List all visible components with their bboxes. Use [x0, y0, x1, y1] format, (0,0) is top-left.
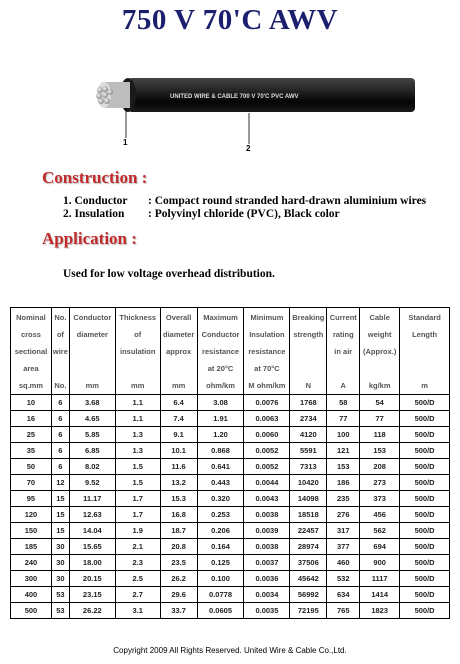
table-cell: 460: [327, 555, 360, 571]
table-cell: 1768: [290, 395, 327, 411]
table-cell: 500/D: [400, 603, 450, 619]
table-cell: 235: [327, 491, 360, 507]
table-cell: 15.65: [69, 539, 115, 555]
table-cell: 6: [51, 443, 69, 459]
table-header-line: [400, 360, 449, 377]
table-cell: 0.0063: [244, 411, 290, 427]
table-header-line: diameter: [76, 330, 108, 339]
table-cell: 2734: [290, 411, 327, 427]
table-cell: 58: [327, 395, 360, 411]
table-header-line: diameter: [162, 330, 195, 339]
table-cell: 6.4: [160, 395, 197, 411]
table-cell: 0.253: [197, 507, 244, 523]
table-cell: 37506: [290, 555, 327, 571]
table-cell: 1.5: [115, 459, 160, 475]
table-cell: 1117: [360, 571, 400, 587]
table-cell: 1.1: [115, 411, 160, 427]
table-cell: 1.91: [197, 411, 244, 427]
table-cell: 26.22: [69, 603, 115, 619]
table-cell: 4.65: [69, 411, 115, 427]
table-cell: 100: [327, 427, 360, 443]
table-cell: 208: [360, 459, 400, 475]
table-header-line: Current: [329, 313, 357, 322]
table-header-line: [327, 360, 359, 377]
table-header-cell: [400, 308, 450, 395]
table-row: [11, 475, 450, 491]
table-header-line: No.: [54, 313, 67, 322]
table-cell: 500/D: [400, 443, 450, 459]
table-cell: 30: [51, 539, 69, 555]
table-cell: 0.0044: [244, 475, 290, 491]
table-cell: 0.0052: [244, 443, 290, 459]
table-header-cell: [69, 308, 115, 395]
table-cell: 1.1: [115, 395, 160, 411]
table-header-line: m: [421, 381, 428, 390]
table-header-line: at 20°C: [207, 364, 234, 373]
table-header-line: area: [23, 364, 39, 373]
table-cell: 1.3: [115, 443, 160, 459]
table-header-line: of: [56, 330, 64, 339]
table-header-line: Thickness: [119, 313, 157, 322]
table-cell: 500/D: [400, 555, 450, 571]
table-cell: 2.7: [115, 587, 160, 603]
table-header-line: [52, 360, 69, 377]
table-cell: 0.641: [197, 459, 244, 475]
table-cell: 0.0052: [244, 459, 290, 475]
table-cell: 2.5: [115, 571, 160, 587]
table-header-row: [11, 308, 450, 395]
table-cell: 20.8: [160, 539, 197, 555]
table-cell: 1.7: [115, 491, 160, 507]
table-cell: 377: [327, 539, 360, 555]
table-cell: 500/D: [400, 459, 450, 475]
table-header-cell: [160, 308, 197, 395]
table-cell: 300: [11, 571, 52, 587]
table-cell: 0.0043: [244, 491, 290, 507]
table-header-cell: [51, 308, 69, 395]
table-header-cell: [360, 308, 400, 395]
table-cell: 532: [327, 571, 360, 587]
table-cell: 18.7: [160, 523, 197, 539]
table-cell: 765: [327, 603, 360, 619]
table-header-line: [290, 343, 326, 360]
table-cell: 0.206: [197, 523, 244, 539]
table-cell: 77: [360, 411, 400, 427]
table-header-line: strength: [293, 330, 324, 339]
table-cell: 373: [360, 491, 400, 507]
table-cell: 0.100: [197, 571, 244, 587]
table-cell: 20.15: [69, 571, 115, 587]
construction-item-insulation-value: : Polyvinyl chloride (PVC), Black color: [148, 208, 340, 220]
table-header-line: at 70°C: [254, 364, 280, 373]
table-cell: 1.5: [115, 475, 160, 491]
table-cell: 12.63: [69, 507, 115, 523]
table-cell: 11.17: [69, 491, 115, 507]
table-header-line: approx: [166, 347, 192, 356]
table-cell: 0.868: [197, 443, 244, 459]
table-cell: 6: [51, 395, 69, 411]
table-cell: 4120: [290, 427, 327, 443]
table-cell: 28974: [290, 539, 327, 555]
table-header-line: kg/km: [368, 381, 391, 390]
table-cell: 6.85: [69, 443, 115, 459]
table-cell: 0.0038: [244, 507, 290, 523]
table-cell: 6: [51, 411, 69, 427]
table-cell: 0.0037: [244, 555, 290, 571]
table-header-line: Length: [412, 330, 438, 339]
table-header-line: A: [340, 381, 346, 390]
table-cell: 0.125: [197, 555, 244, 571]
table-cell: 14098: [290, 491, 327, 507]
table-cell: 500/D: [400, 539, 450, 555]
table-cell: 0.0034: [244, 587, 290, 603]
table-cell: 900: [360, 555, 400, 571]
callout-insulation: 2: [246, 144, 251, 153]
table-cell: 3.08: [197, 395, 244, 411]
table-row: [11, 443, 450, 459]
table-cell: 121: [327, 443, 360, 459]
table-header-line: mm: [85, 381, 99, 390]
table-cell: 33.7: [160, 603, 197, 619]
table-header-cell: [244, 308, 290, 395]
table-header-line: rating: [332, 330, 354, 339]
table-cell: 10: [11, 395, 52, 411]
table-header-cell: [11, 308, 52, 395]
table-header-line: resistance: [201, 347, 240, 356]
table-cell: 0.164: [197, 539, 244, 555]
table-cell: 6: [51, 459, 69, 475]
table-cell: 500/D: [400, 507, 450, 523]
table-header-line: Conductor: [201, 330, 240, 339]
cable-print-text: UNITED WIRE & CABLE 700 V 70'C PVC AWV: [170, 94, 299, 100]
table-cell: 400: [11, 587, 52, 603]
table-header-line: Standard: [408, 313, 441, 322]
table-cell: 185: [11, 539, 52, 555]
table-header-cell: [290, 308, 327, 395]
table-cell: 30: [51, 555, 69, 571]
table-header-line: Breaking: [292, 313, 325, 322]
table-header-line: weight: [367, 330, 392, 339]
table-header-line: (Approx.): [363, 347, 397, 356]
table-cell: 150: [11, 523, 52, 539]
table-cell: 0.443: [197, 475, 244, 491]
table-header-line: [70, 343, 115, 360]
table-header-line: ohm/km: [206, 381, 235, 390]
table-cell: 50: [11, 459, 52, 475]
table-cell: 11.6: [160, 459, 197, 475]
table-cell: 23.15: [69, 587, 115, 603]
table-header-line: Conductor: [73, 313, 112, 322]
table-header-line: [400, 343, 449, 360]
table-cell: 5591: [290, 443, 327, 459]
table-cell: 0.0038: [244, 539, 290, 555]
table-cell: 53: [51, 603, 69, 619]
table-row: [11, 603, 450, 619]
table-header-line: Insulation: [249, 330, 285, 339]
table-row: [11, 507, 450, 523]
construction-heading: Construction :: [42, 168, 148, 187]
table-cell: 0.0039: [244, 523, 290, 539]
table-cell: 16: [11, 411, 52, 427]
table-cell: 500: [11, 603, 52, 619]
table-row: [11, 539, 450, 555]
callout-conductor: 1: [123, 138, 128, 147]
table-cell: 10.1: [160, 443, 197, 459]
table-header-line: [116, 360, 160, 377]
application-heading: Application :: [42, 229, 137, 248]
table-cell: 2.1: [115, 539, 160, 555]
table-cell: 1414: [360, 587, 400, 603]
table-header-line: N: [305, 381, 312, 390]
table-cell: 0.0035: [244, 603, 290, 619]
table-cell: 26.2: [160, 571, 197, 587]
table-row: [11, 411, 450, 427]
table-header-line: sq.mm: [18, 381, 44, 390]
table-cell: 273: [360, 475, 400, 491]
table-header-cell: [197, 308, 244, 395]
table-row: [11, 571, 450, 587]
table-cell: 1.9: [115, 523, 160, 539]
table-cell: 18.00: [69, 555, 115, 571]
table-row: [11, 555, 450, 571]
table-cell: 500/D: [400, 411, 450, 427]
application-text: Used for low voltage overhead distribution.: [63, 268, 275, 280]
table-cell: 186: [327, 475, 360, 491]
table-cell: 1.7: [115, 507, 160, 523]
table-cell: 72195: [290, 603, 327, 619]
table-header-cell: [115, 308, 160, 395]
table-cell: 13.2: [160, 475, 197, 491]
table-cell: 500/D: [400, 491, 450, 507]
table-cell: 2.3: [115, 555, 160, 571]
construction-item-insulation-label: 2. Insulation: [63, 208, 125, 220]
table-header-line: wire: [52, 347, 68, 356]
table-cell: 1.3: [115, 427, 160, 443]
table-cell: 23.5: [160, 555, 197, 571]
table-header-line: No.: [54, 381, 67, 390]
table-cell: 9.52: [69, 475, 115, 491]
table-row: [11, 395, 450, 411]
table-cell: 35: [11, 443, 52, 459]
table-cell: 7.4: [160, 411, 197, 427]
table-header-line: Nominal: [16, 313, 46, 322]
table-header-line: Maximum: [203, 313, 238, 322]
table-cell: 53: [51, 587, 69, 603]
table-header-line: sectional: [14, 347, 48, 356]
table-cell: 276: [327, 507, 360, 523]
table-cell: 3.68: [69, 395, 115, 411]
table-cell: 694: [360, 539, 400, 555]
table-cell: 634: [327, 587, 360, 603]
table-cell: 15: [51, 507, 69, 523]
table-cell: 10420: [290, 475, 327, 491]
table-cell: 500/D: [400, 395, 450, 411]
table-cell: 500/D: [400, 587, 450, 603]
table-row: [11, 587, 450, 603]
table-cell: 118: [360, 427, 400, 443]
table-cell: 0.0060: [244, 427, 290, 443]
table-cell: 18518: [290, 507, 327, 523]
table-header-line: resistance: [248, 347, 286, 356]
table-cell: 12: [51, 475, 69, 491]
table-body: [11, 395, 450, 619]
table-cell: 5.85: [69, 427, 115, 443]
table-header-line: [161, 360, 197, 377]
table-cell: 8.02: [69, 459, 115, 475]
table-cell: 0.0076: [244, 395, 290, 411]
table-cell: 6: [51, 427, 69, 443]
copyright: Copyright 2009 All Rights Reserved. United Wire & Cable Co.,Ltd.: [113, 646, 347, 655]
table-cell: 153: [360, 443, 400, 459]
table-cell: 30: [51, 571, 69, 587]
table-row: [11, 491, 450, 507]
table-cell: 3.1: [115, 603, 160, 619]
table-cell: 0.0036: [244, 571, 290, 587]
table-cell: 95: [11, 491, 52, 507]
table-cell: 45642: [290, 571, 327, 587]
table-row: [11, 523, 450, 539]
table-cell: 56992: [290, 587, 327, 603]
table-cell: 25: [11, 427, 52, 443]
table-cell: 456: [360, 507, 400, 523]
table-header-line: in air: [334, 347, 353, 356]
table-row: [11, 459, 450, 475]
table-header-line: Overall: [165, 313, 192, 322]
table-row: [11, 427, 450, 443]
specs-table: [10, 307, 450, 619]
table-cell: 500/D: [400, 523, 450, 539]
table-cell: 0.0778: [197, 587, 244, 603]
table-cell: 15: [51, 491, 69, 507]
table-cell: 16.8: [160, 507, 197, 523]
table-cell: 317: [327, 523, 360, 539]
page-title: 750 V 70'C AWV: [121, 4, 339, 36]
table-cell: 22457: [290, 523, 327, 539]
table-cell: 9.1: [160, 427, 197, 443]
cable-illustration: [90, 72, 415, 124]
table-cell: 7313: [290, 459, 327, 475]
table-cell: 500/D: [400, 571, 450, 587]
table-header-line: mm: [131, 381, 145, 390]
table-header-line: [360, 360, 399, 377]
table-cell: 240: [11, 555, 52, 571]
table-cell: 15.3: [160, 491, 197, 507]
table-header-cell: [327, 308, 360, 395]
table-cell: 153: [327, 459, 360, 475]
table-cell: 562: [360, 523, 400, 539]
table-header-line: Cable: [369, 313, 390, 322]
table-cell: 77: [327, 411, 360, 427]
construction-item-conductor-label: 1. Conductor: [63, 195, 128, 207]
table-header-line: [290, 360, 326, 377]
table-header-line: insulation: [120, 347, 156, 356]
table-cell: 500/D: [400, 475, 450, 491]
table-cell: 1.20: [197, 427, 244, 443]
table-header-line: [70, 360, 115, 377]
table-cell: 1823: [360, 603, 400, 619]
table-header-line: of: [134, 330, 142, 339]
table-cell: 500/D: [400, 427, 450, 443]
table-header-line: M ohm/km: [248, 381, 286, 390]
table-header-line: mm: [171, 381, 186, 390]
table-cell: 70: [11, 475, 52, 491]
table-cell: 29.6: [160, 587, 197, 603]
table-cell: 54: [360, 395, 400, 411]
table-cell: 0.320: [197, 491, 244, 507]
table-header-line: Minimum: [250, 313, 284, 322]
table-cell: 0.0605: [197, 603, 244, 619]
table-cell: 14.04: [69, 523, 115, 539]
construction-item-conductor-value: : Compact round stranded hard-drawn aluminium wires: [148, 195, 427, 207]
table-header-line: cross: [20, 330, 41, 339]
table-cell: 120: [11, 507, 52, 523]
table-cell: 15: [51, 523, 69, 539]
